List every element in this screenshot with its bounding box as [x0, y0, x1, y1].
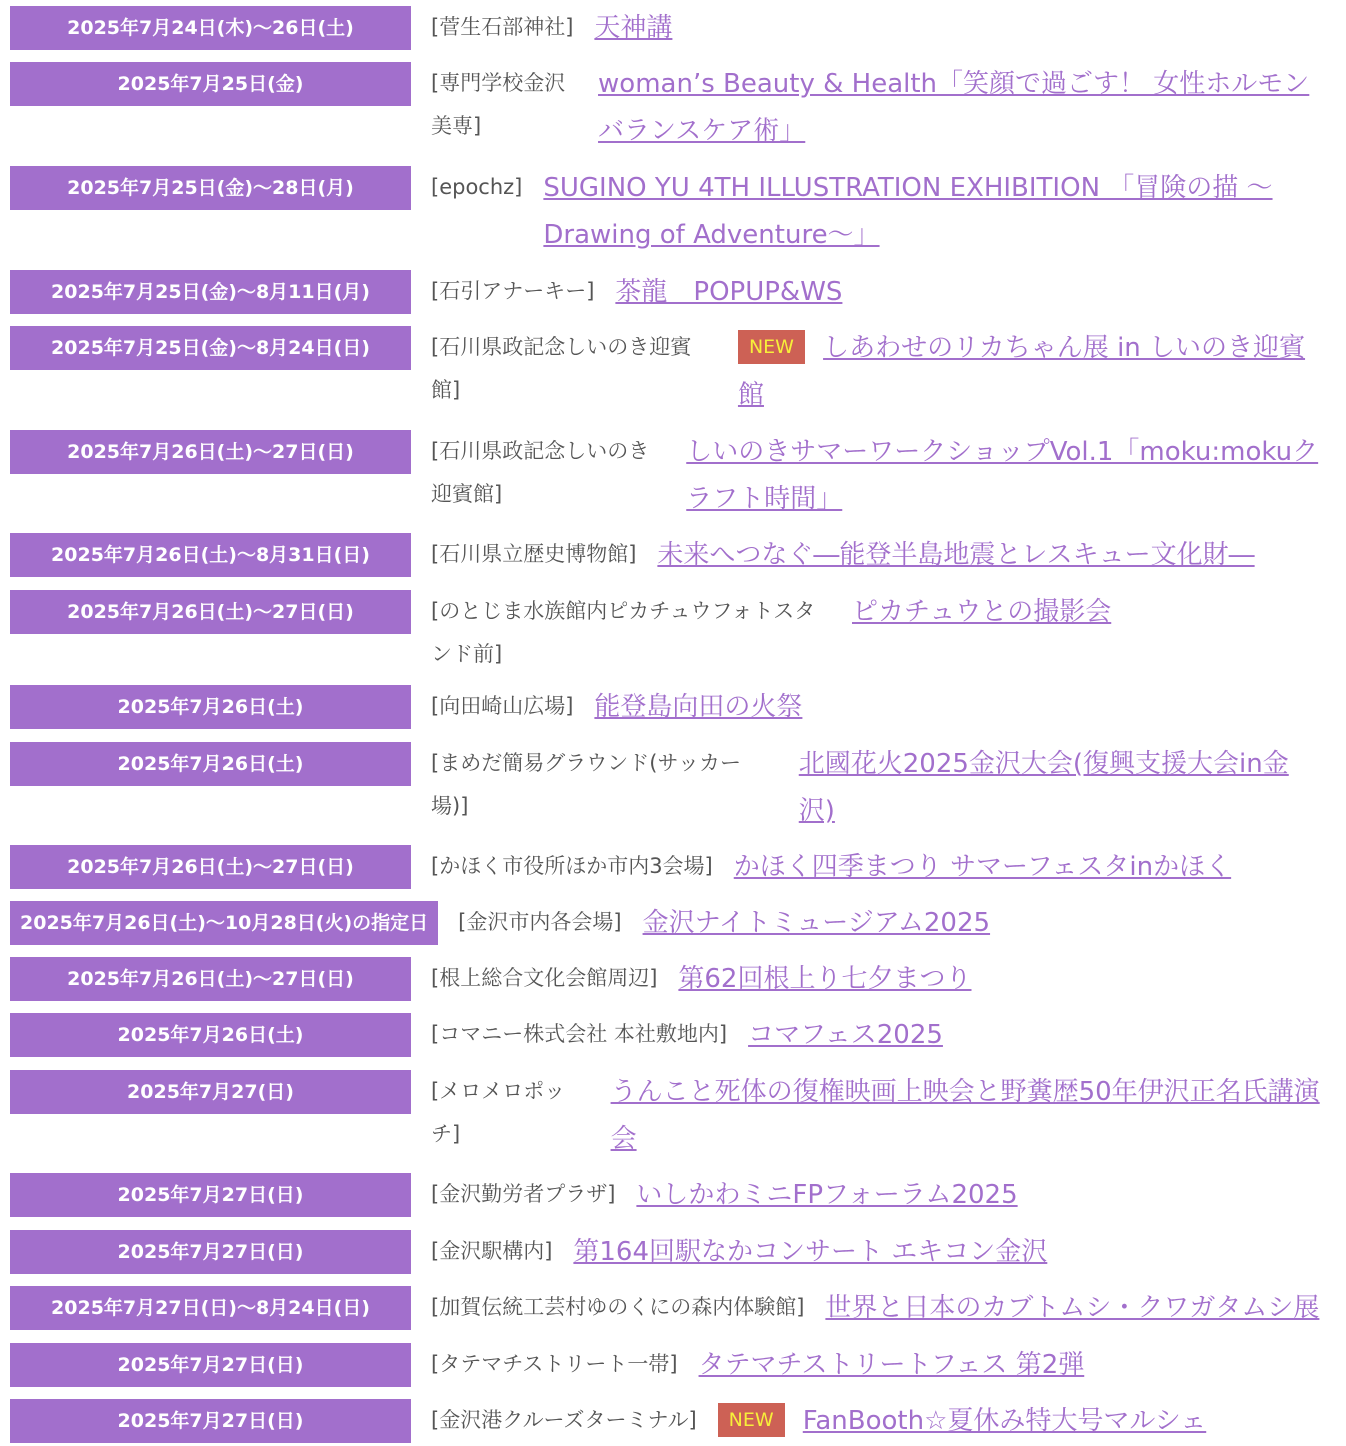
event-title-link[interactable]: 茶龍 POPUP&WS	[615, 277, 843, 307]
event-date: 2025年7月27日(日)〜8月24日(日)	[10, 1286, 411, 1330]
event-title-block	[636, 1173, 1346, 1220]
event-venue: [石引アナーキー]	[431, 279, 595, 303]
event-row	[0, 1013, 1346, 1060]
event-venue: [メロメロポッチ]	[431, 1079, 566, 1146]
event-venue: [かほく市役所ほか市内3会場]	[431, 854, 713, 878]
event-row	[0, 1343, 1346, 1390]
event-venue: [金沢市内各会場]	[458, 910, 622, 934]
event-title-block	[678, 957, 1346, 1004]
event-title-link[interactable]: 世界と日本のカブトムシ・クワガタムシ展	[825, 1293, 1320, 1323]
event-title-link[interactable]: しあわせのリカちゃん展 in しいのき迎賓館	[737, 333, 1306, 410]
event-row	[0, 1286, 1346, 1333]
event-row	[0, 1070, 1346, 1164]
event-title-link[interactable]: いしかわミニFPフォーラム2025	[636, 1180, 1018, 1210]
event-venue: [石川県立歴史博物館]	[431, 542, 637, 566]
event-venue: [コマニー株式会社 本社敷地内]	[431, 1022, 728, 1046]
event-title-link[interactable]: コマフェス2025	[748, 1020, 943, 1050]
event-title-link[interactable]: 能登島向田の火祭	[594, 692, 803, 722]
event-venue: [加賀伝統工芸村ゆのくにの森内体験館]	[431, 1295, 805, 1319]
event-venue: [のとじま水族館内ピカチュウフォトスタンド前]	[431, 599, 816, 666]
event-title-block	[734, 845, 1346, 892]
event-title-block	[594, 685, 1346, 732]
event-date: 2025年7月25日(金)	[10, 62, 411, 106]
event-title-link[interactable]: 北國花火2025金沢大会(復興支援大会in金沢)	[798, 749, 1289, 826]
event-date: 2025年7月27日(日)	[10, 1173, 411, 1217]
event-venue: [根上総合文化会館周辺]	[431, 966, 658, 990]
event-row	[0, 901, 1346, 948]
event-date: 2025年7月27日(日)	[10, 1343, 411, 1387]
event-date: 2025年7月26日(土)〜27日(日)	[10, 957, 411, 1001]
event-venue: [金沢駅構内]	[431, 1239, 553, 1263]
event-title-link[interactable]: うんこと死体の復権映画上映会と野糞歴50年伊沢正名氏講演会	[610, 1077, 1320, 1154]
event-row	[0, 1173, 1346, 1220]
event-title-link[interactable]: タテマチストリートフェス 第2弾	[698, 1350, 1085, 1380]
event-date: 2025年7月26日(土)〜10月28日(火)の指定日	[10, 901, 438, 945]
event-row	[0, 957, 1346, 1004]
event-row	[0, 270, 1346, 317]
event-venue: [石川県政記念しいのき迎賓館]	[431, 335, 692, 402]
event-title-link[interactable]: FanBooth☆夏休み特大号マルシェ	[802, 1406, 1207, 1436]
event-venue: [石川県政記念しいのき迎賓館]	[431, 439, 650, 506]
event-venue: [金沢港クルーズターミナル]	[431, 1408, 697, 1432]
event-venue: [専門学校金沢美専]	[431, 71, 566, 138]
event-date: 2025年7月26日(土)	[10, 742, 411, 786]
new-badge: NEW	[738, 330, 805, 364]
event-title-block	[611, 1070, 1346, 1164]
event-title-link[interactable]: 天神講	[594, 13, 673, 43]
event-row	[0, 685, 1346, 732]
new-badge: NEW	[718, 1403, 785, 1437]
event-title-block	[615, 270, 1346, 317]
event-date: 2025年7月25日(金)〜8月24日(日)	[10, 326, 411, 370]
event-date: 2025年7月26日(土)	[10, 1013, 411, 1057]
event-date: 2025年7月26日(土)〜27日(日)	[10, 430, 411, 474]
event-row	[0, 845, 1346, 892]
event-row	[0, 533, 1346, 580]
event-venue: [菅生石部神社]	[431, 15, 574, 39]
event-title-block	[594, 6, 1346, 53]
event-title-block	[598, 62, 1346, 156]
event-title-block	[799, 742, 1346, 836]
event-title-block	[718, 1399, 1346, 1446]
event-row	[0, 1230, 1346, 1277]
event-title-block	[657, 533, 1346, 580]
event-title-block	[573, 1230, 1346, 1277]
event-venue: [タテマチストリート一帯]	[431, 1352, 678, 1376]
event-row	[0, 430, 1346, 524]
event-date: 2025年7月25日(金)〜8月11日(月)	[10, 270, 411, 314]
event-row	[0, 62, 1346, 156]
event-title-link[interactable]: SUGINO YU 4TH ILLUSTRATION EXHIBITION 「冒険の描 〜Drawing of Adventure〜」	[543, 173, 1273, 250]
event-title-link[interactable]: ピカチュウとの撮影会	[852, 597, 1112, 627]
event-date: 2025年7月24日(木)〜26日(土)	[10, 6, 411, 50]
event-title-link[interactable]: しいのきサマーワークショップVol.1「moku:mokuクラフト時間」	[686, 437, 1319, 514]
event-title-link[interactable]: 第164回駅なかコンサート エキコン金沢	[573, 1237, 1048, 1267]
event-venue: [まめだ簡易グラウンド(サッカー場)]	[431, 751, 741, 818]
event-title-link[interactable]: かほく四季まつり サマーフェスタinかほく	[733, 852, 1232, 882]
event-row	[0, 1399, 1346, 1446]
event-title-link[interactable]: 未来へつなぐ―能登半島地震とレスキュー文化財―	[657, 540, 1255, 570]
event-title-block	[699, 1343, 1346, 1390]
event-venue: [epochz]	[431, 175, 523, 199]
event-date: 2025年7月27(日)	[10, 1070, 411, 1114]
event-title-block	[543, 166, 1346, 260]
event-title-link[interactable]: woman’s Beauty & Health「笑顔で過ごす！ 女性ホルモンバランスケア術」	[598, 69, 1310, 146]
event-date: 2025年7月26日(土)〜27日(日)	[10, 590, 411, 634]
event-title-block	[686, 430, 1346, 524]
event-title-block	[738, 326, 1346, 420]
event-title-block	[852, 590, 1346, 637]
event-title-link[interactable]: 金沢ナイトミュージアム2025	[642, 908, 991, 938]
event-venue: [向田崎山広場]	[431, 694, 574, 718]
event-date: 2025年7月27日(日)	[10, 1399, 411, 1443]
event-title-block	[748, 1013, 1346, 1060]
event-row	[0, 326, 1346, 420]
event-date: 2025年7月25日(金)〜28日(月)	[10, 166, 411, 210]
event-title-link[interactable]: 第62回根上り七夕まつり	[678, 964, 972, 994]
event-title-block	[643, 901, 1346, 948]
event-row	[0, 6, 1346, 53]
event-venue: [金沢勤労者プラザ]	[431, 1182, 616, 1206]
event-row	[0, 166, 1346, 260]
event-title-block	[825, 1286, 1346, 1333]
event-date: 2025年7月26日(土)〜27日(日)	[10, 845, 411, 889]
event-row	[0, 590, 1346, 676]
event-date: 2025年7月26日(土)	[10, 685, 411, 729]
event-row	[0, 742, 1346, 836]
event-date: 2025年7月26日(土)〜8月31日(日)	[10, 533, 411, 577]
event-date: 2025年7月27日(日)	[10, 1230, 411, 1274]
